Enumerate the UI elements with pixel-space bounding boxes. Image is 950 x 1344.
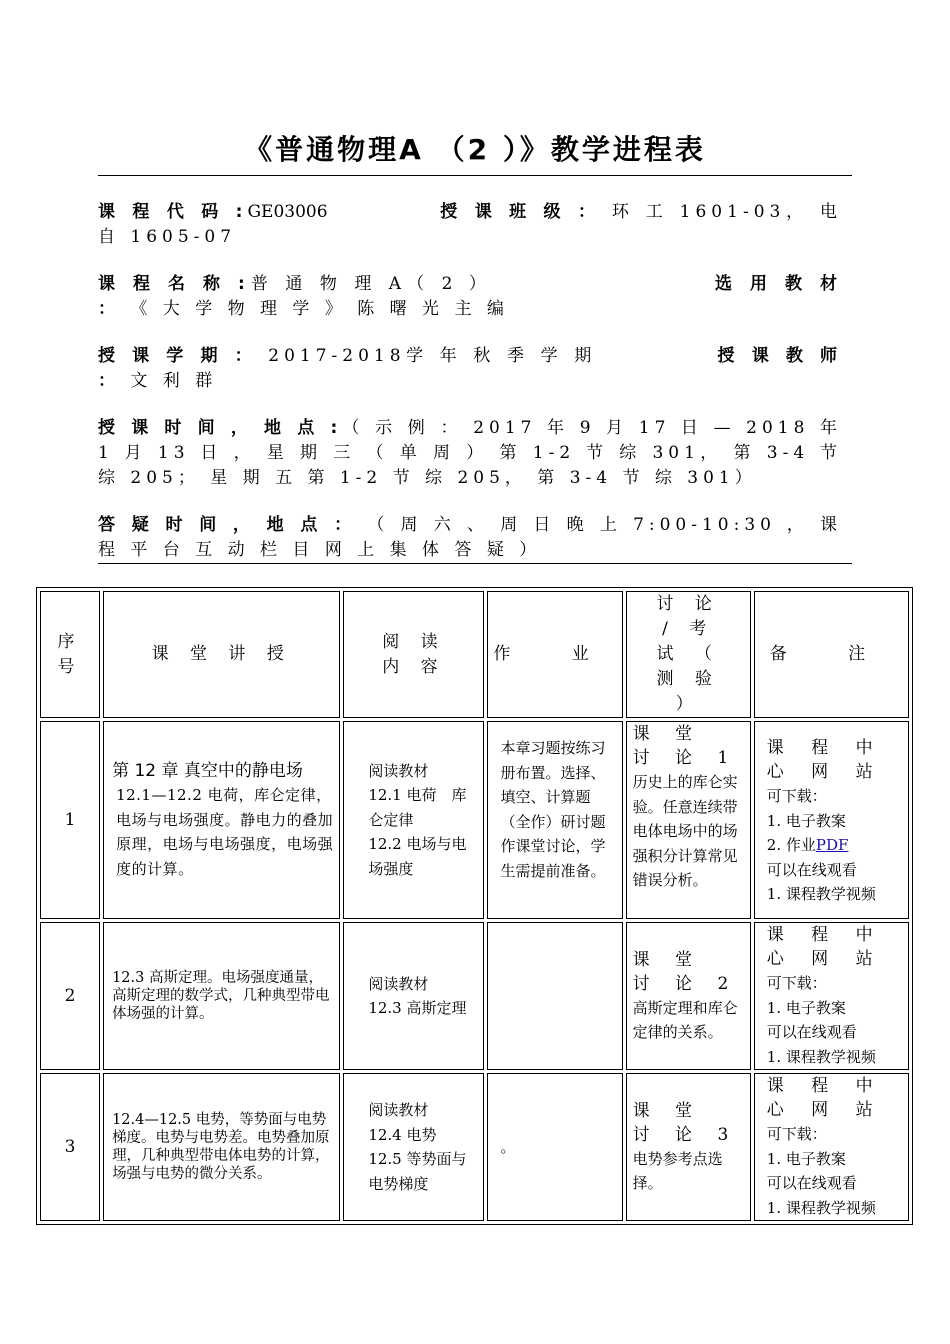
lecture-cell: 12.4—12.5 电势，等势面与电势梯度。电势与电势差。电势叠加原理，几种典型带电体电势的计算，场强与电势的微分关系。 [103, 1073, 340, 1221]
notes-line: 2. 作业PDF [766, 836, 849, 854]
lecture-cell [103, 721, 340, 919]
notes-heading: 课 程 中 心 网 站 [766, 1076, 884, 1120]
qa-label: 答 疑 时 间 ， 地 点 ： [98, 515, 357, 535]
row-index: 1 [40, 721, 100, 919]
notes-heading: 课 程 中 心 网 站 [766, 925, 884, 969]
notes-line: 1. 电子教案 [766, 998, 846, 1017]
discussion-heading: 课 堂 讨 论 1 [632, 724, 739, 768]
course-name-label: 课 程 名 称 : [98, 274, 250, 294]
class-label: 授 课 班 级 ： [439, 202, 601, 222]
discussion-cell [626, 922, 751, 1070]
header-discussion: 讨 论 / 考 试 （ 测 验 ） [626, 591, 751, 718]
time-value: （ 示 例 ： 2017 年 9 月 17 日 — 2018 年 1 月 13 日 ， 星 期 三 （ 单 周 ） 第 1-2 节 综 301， 第 3-4 节 综 205； 星 期 五 第 1-2 节 综 205， 第 3-4 节 综 301） [98, 418, 842, 488]
class-value: 环 工 1601-03， 电 自 1605-07 [98, 202, 842, 247]
reading-line: 12.3 高斯定理 [368, 999, 467, 1017]
textbook-value: 《 大 学 物 理 学 》 陈 曙 光 主 编 [130, 299, 509, 319]
reading-line: 阅读教材 [368, 761, 429, 780]
reading-line: 12.1 电荷 库仑定律 [368, 786, 467, 829]
reading-cell [343, 1073, 484, 1221]
term-label: 授 课 学 期 ： [98, 346, 258, 366]
lecture-text: 12.1—12.2 电荷，库仑定律，电场与电场强度。静电力的叠加原理，电场与电场强度，电场强度的计算。 [116, 786, 334, 878]
homework-cell: 。 [487, 1073, 622, 1221]
term-value: 2017-2018学 年 秋 季 学 期 [268, 346, 597, 366]
page-title: 《普通物理A （2 ）》教学进程表 [244, 133, 706, 166]
course-name-row [98, 272, 842, 322]
header-reading: 阅 读 内 容 [343, 591, 484, 718]
discussion-heading: 课 堂 讨 论 3 [632, 1100, 739, 1145]
qa-value: （ 周 六 、 周 日 晚 上 7:00-10:30 ， 课 程 平 台 互 动 栏 目 网 上 集 体 答 疑 ） [98, 515, 843, 560]
time-label: 授 课 时 间 ， 地 点 : [98, 418, 343, 438]
reading-line: 12.2 电场与电场强度 [368, 835, 467, 878]
notes-line: 1. 课程教学视频 [766, 1198, 876, 1217]
notes-line: 可以在线观看 [766, 1174, 857, 1192]
term-row [98, 344, 842, 394]
course-code-row [98, 200, 842, 250]
header-notes: 备 注 [754, 591, 909, 718]
reading-line: 12.5 等势面与电势梯度 [368, 1150, 467, 1193]
notes-cell [754, 922, 909, 1070]
discussion-text: 高斯定理和库仑定律的关系。 [632, 998, 738, 1041]
discussion-text: 历史上的库仑实验。任意连续带电体电场中的场强积分计算常见错误分析。 [632, 773, 738, 889]
table-row [40, 922, 909, 1070]
homework-cell: 本章习题按练习册布置。选择、填空、计算题（全作）研讨题作课堂讨论，学生需提前准备。 [487, 721, 622, 919]
course-code-label: 课 程 代 码 : [98, 202, 248, 222]
homework-pdf-link[interactable]: PDF [815, 836, 849, 854]
table-row [40, 1073, 909, 1221]
notes-line: 1. 电子教案 [766, 1149, 846, 1168]
info-rule [98, 563, 852, 564]
notes-heading: 课 程 中 心 网 站 [766, 738, 884, 782]
table-row [40, 721, 909, 919]
notes-line: 1. 电子教案 [766, 811, 846, 830]
header-lecture: 课 堂 讲 授 [103, 591, 340, 718]
reading-cell [343, 922, 484, 1070]
notes-line: 可以在线观看 [766, 1023, 857, 1041]
course-code-value: GE03006 [247, 202, 328, 222]
homework-cell [487, 922, 622, 1070]
textbook-label: 选 用 教 材 ： [98, 274, 842, 319]
header-index: 序号 [40, 591, 100, 718]
notes-line: 可下载： [766, 974, 827, 992]
discussion-text: 电势参考点选择。 [632, 1149, 723, 1192]
teacher-label: 授 课 教 师 ： [98, 346, 842, 391]
title-rule [98, 175, 852, 176]
notes-line: 1. 课程教学视频 [766, 885, 876, 903]
reading-line: 阅读教材 [368, 974, 429, 993]
discussion-cell [626, 1073, 751, 1221]
time-row [98, 416, 842, 491]
discussion-cell [626, 721, 751, 919]
notes-cell [754, 1073, 909, 1221]
header-homework: 作 业 [487, 591, 622, 718]
row-index: 2 [40, 922, 100, 1070]
notes-line: 可下载： [766, 1125, 827, 1143]
teacher-value: 文 利 群 [130, 371, 218, 391]
table-header-row [40, 591, 909, 718]
reading-line: 阅读教材 [368, 1101, 429, 1119]
notes-line: 可下载： [766, 787, 827, 805]
notes-cell [754, 721, 909, 919]
course-name-value: 普 通 物 理 A（ 2 ） [249, 274, 492, 294]
reading-cell [343, 721, 484, 919]
chapter-heading: 第 12 章 真空中的静电场 [112, 761, 303, 781]
notes-line: 可以在线观看 [766, 860, 857, 879]
row-index: 3 [40, 1073, 100, 1221]
qa-row [98, 513, 842, 563]
schedule-table [36, 587, 913, 1225]
discussion-heading: 课 堂 讨 论 2 [632, 949, 739, 994]
reading-line: 12.4 电势 [368, 1125, 437, 1144]
notes-line: 1. 课程教学视频 [766, 1047, 876, 1066]
lecture-cell: 12.3 高斯定理。电场强度通量，高斯定理的数学式，几种典型带电体场强的计算。 [103, 922, 340, 1070]
